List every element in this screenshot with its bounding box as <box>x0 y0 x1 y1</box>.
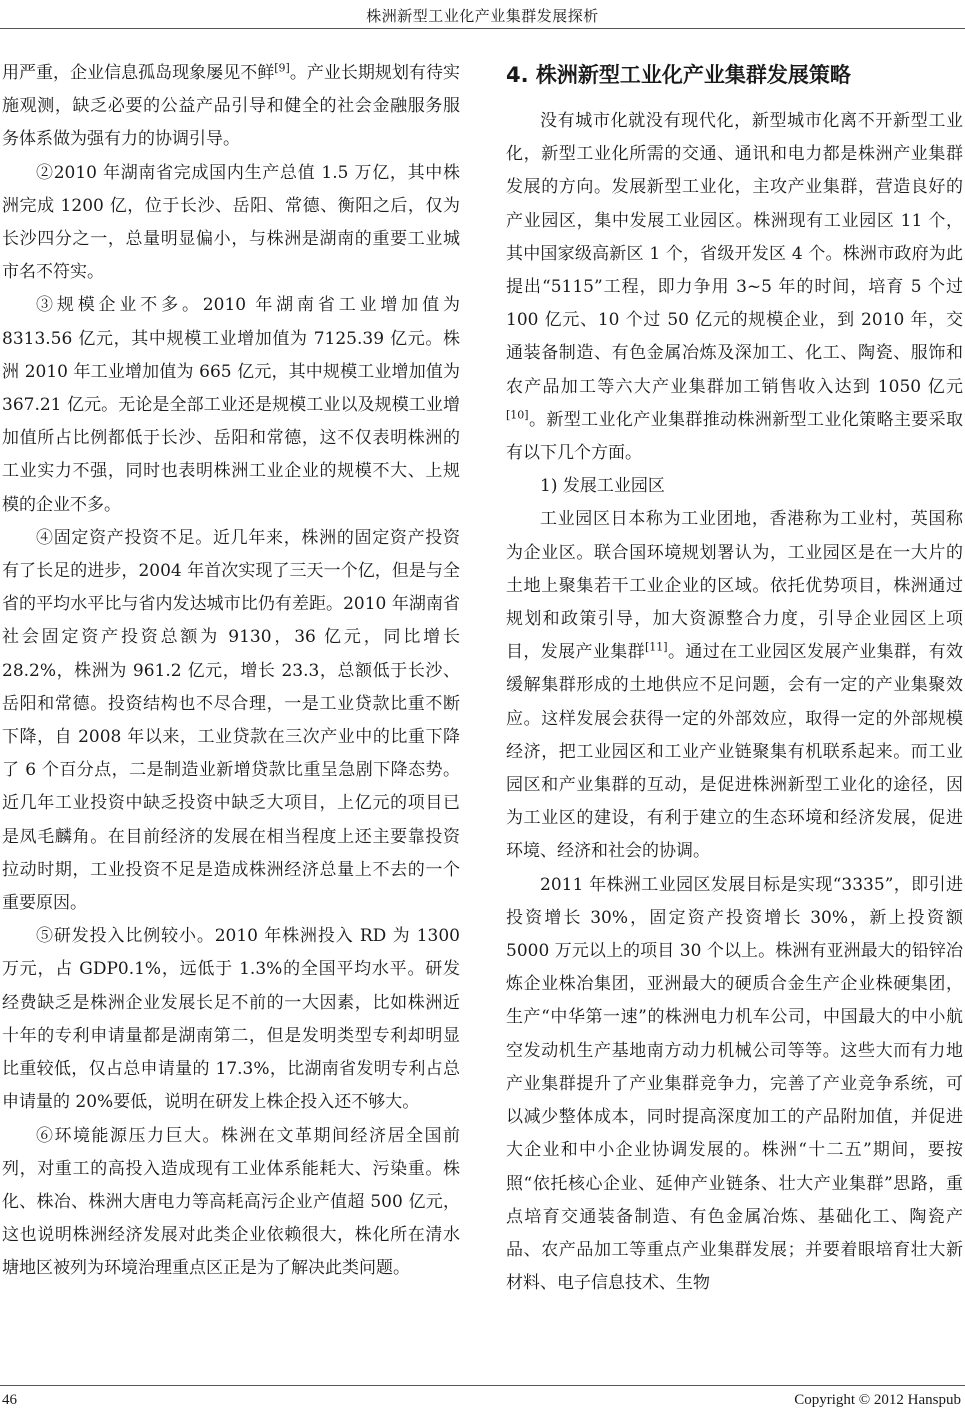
section-title: 4. 株洲新型工业化产业集群发展策略 <box>506 63 851 87</box>
paragraph: ⑤研发投入比例较小。2010 年株洲投入 RD 为 1300 万元，占 GDP0.1%，远低于 1.3%的全国平均水平。研发经费缺乏是株洲企业发展长足不前的一大因素，比如株洲近十年的专利申请量都是湖南第二，但是发明类型专利却明显比重较低，仅占总申请量的 17.3%，比湖南省发明专利占总申请量的 20%要低，说明在研发上株企投入还不够大。 <box>2 926 460 1113</box>
citation: [9] <box>274 61 290 75</box>
paragraph: ⑥环境能源压力巨大。株洲在文革期间经济居全国前列，对重工的高投入造成现有工业体系能耗大、污染重。株化、株冶、株洲大唐电力等高耗高污企业产值超 500 亿元，这也说明株洲经济发展对此类企业依赖很大，株化所在清水塘地区被列为环境治理重点区正是为了解决此类问题。 <box>2 1125 460 1279</box>
citation: [10] <box>506 408 529 422</box>
paragraph: 工业园区日本称为工业团地，香港称为工业村，英国称为企业区。联合国环境规划署认为，工业园区是在一大片的土地上聚集若干工业企业的区域。依托优势项目，株洲通过规划和政策引导，加大资源整合力度，引导企业园区上项目，发展产业集群[11]。通过在工业园区发展产业集群，有效缓解集群形成的土地供应不足问题，会有一定的产业集聚效应。这样发展会获得一定的外部效应，取得一定的外部规模经济，把工业园区和工业产业链聚集有机联系起来。而工业园区和产业集群的互动，是促进株洲新型工业化的途径，因为工业区的建设，有利于建立的生态环境和经济发展，促进环境、经济和社会的协调。 <box>506 509 964 862</box>
paragraph: 用严重，企业信息孤岛现象屡见不鲜[9]。产业长期规划有待实施观测，缺乏必要的公益产品引导和健全的社会金融服务服务体系做为强有力的协调引导。 <box>2 61 460 150</box>
left-column <box>2 57 460 1286</box>
running-header: 株洲新型工业化产业集群发展探析 <box>366 7 599 25</box>
paragraph: 没有城市化就没有现代化，新型城市化离不开新型工业化，新型工业化所需的交通、通讯和电力都是株洲产业集群发展的方向。发展新型工业化，主攻产业集群，营造良好的产业园区，集中发展工业园区。株洲现有工业园区 11 个，其中国家级高新区 1 个，省级开发区 4 个。株洲市政府为此提出“5115”工程，即力争用 3~5 年的时间，培育 5 个过 100 亿元、10 个过 50 亿元的规模企业，到 2010 年，交通装备制造、有色金属冶炼及深加工、化工、陶瓷、服饰和农产品加工等六大产业集群加工销售收入达到 1050 亿元[10]。新型工业化产业集群推动株洲新型工业化策略主要采取有以下几个方面。 <box>506 111 963 464</box>
citation: [11] <box>645 640 668 654</box>
page-number: 46 <box>2 1392 17 1408</box>
paragraph: ②2010 年湖南省完成国内生产总值 1.5 万亿，其中株洲完成 1200 亿，位于长沙、岳阳、常德、衡阳之后，仅为长沙四分之一，总量明显偏小，与株洲是湖南的重要工业城市名不符实。 <box>2 162 460 283</box>
paragraph: ③规模企业不多。2010 年湖南省工业增加值为 8313.56 亿元，其中规模工业增加值为 7125.39 亿元。株洲 2010 年工业增加值为 665 亿元，其中规模工业增加值为 367.21 亿元。无论是全部工业还是规模工业以及规模工业增加值所占比例都低于长沙、岳阳和常德，这不仅表明株洲的工业实力不强，同时也表明株洲工业企业的规模不大、上规模的企业不多。 <box>2 295 460 515</box>
footer-rule <box>0 1385 965 1386</box>
header-rule <box>0 28 965 29</box>
right-column <box>506 57 963 1300</box>
paragraph: ④固定资产投资不足。近几年来，株洲的固定资产投资有了长足的进步，2004 年首次实现了三天一个亿，但是与全省的平均水平比与省内发达城市比仍有差距。2010 年湖南省社会固定资产投资总额为 9130，36 亿元，同比增长 28.2%，株洲为 961.2 亿元，增长 23.3，总额低于长沙、岳阳和常德。投资结构也不尽合理，一是工业贷款比重不断下降，自 2008 年以来，工业贷款在三次产业中的比重下降了 6 个百分点，二是制造业新增贷款比重呈急剧下降态势。近几年工业投资中缺乏投资中缺乏大项目，上亿元的项目已是凤毛麟角。在目前经济的发展在相当程度上还主要靠投资拉动时期，工业投资不足是造成株洲经济总量上不去的一个重要原因。 <box>2 527 460 914</box>
subsection-heading: 1) 发展工业园区 <box>540 476 665 497</box>
paragraph: 2011 年株洲工业园区发展目标是实现“3335”，即引进投资增长 30%，固定资产投资增长 30%，新上投资额 5000 万元以上的项目 30 个以上。株洲有亚洲最大的铅锌冶炼企业株冶集团，亚洲最大的硬质合金生产企业株硬集团，生产“中华第一速”的株洲电力机车公司，中国最大的中小航空发动机生产基地南方动力机械公司等等。这些大而有力地产业集群提升了产业集群竞争力，完善了产业竞争系统，可以减少整体成本，同时提高深度加工的产品附加值，并促进大企业和中小企业协调发展的。株洲“十二五”期间，要按照“依托核心企业、延伸产业链条、壮大产业集群”思路，重点培育交通装备制造、有色金属冶炼、基础化工、陶瓷产品、农产品加工等重点产业集群发展；并要着眼培育壮大新材料、电子信息技术、生物 <box>506 874 963 1294</box>
copyright: Copyright © 2012 Hanspub <box>794 1392 961 1408</box>
